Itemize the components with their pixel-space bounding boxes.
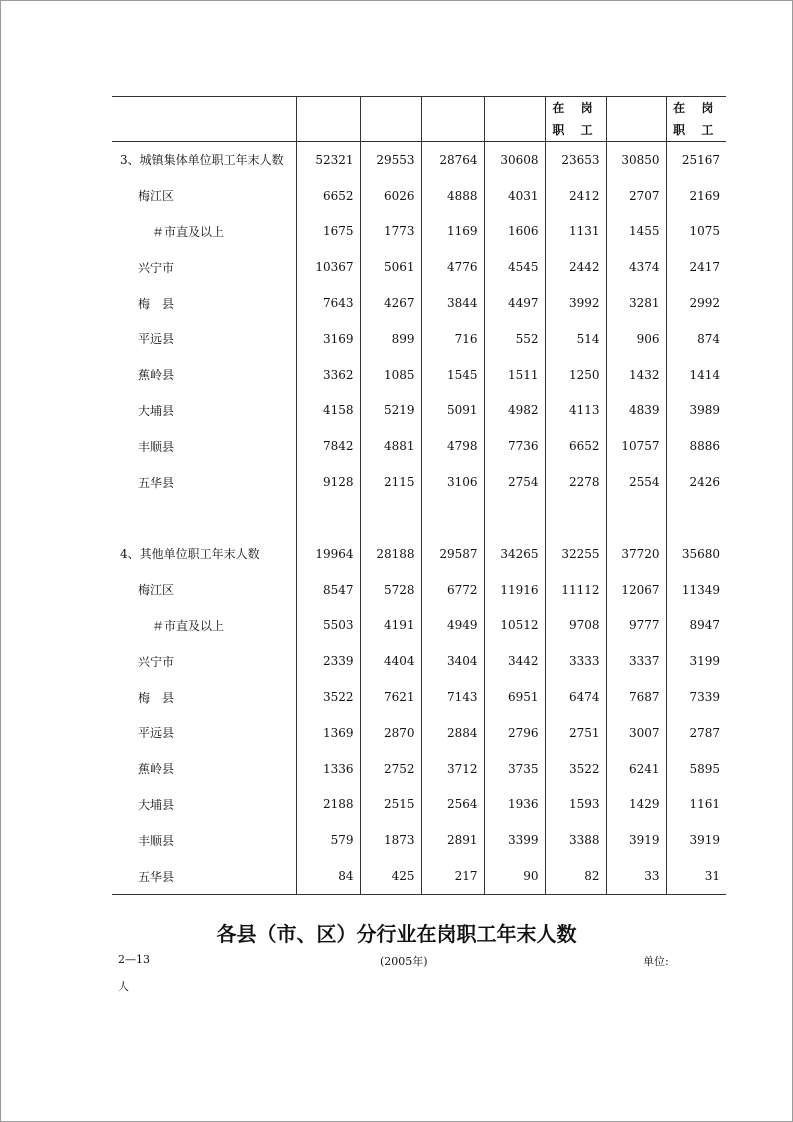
value-cell: 5728 [360,572,421,608]
row-label: 大埔县 [138,797,175,812]
value-cell: 1085 [360,357,421,393]
row-label: 大埔县 [138,403,175,418]
value-cell: 1075 [666,214,726,250]
spacer-cell [360,500,421,536]
table-row [112,249,726,285]
value-cell: 1455 [606,214,666,250]
value-cell: 3919 [606,822,666,858]
spacer-cell [545,500,606,536]
unit-value: 人 [118,980,129,993]
value-cell: 10512 [484,608,545,644]
value-cell: 4191 [360,608,421,644]
value-cell: 5091 [421,393,484,429]
value-cell: 1250 [545,357,606,393]
unit-label: 单位: [643,955,669,968]
section-title: 3、城镇集体单位职工年末人数 [120,153,284,168]
value-cell: 29553 [360,142,421,178]
row-label: ＃市直及以上 [152,224,225,239]
spacer-cell [484,500,545,536]
value-cell: 8547 [296,572,360,608]
row-label: ＃市直及以上 [152,618,225,633]
value-cell: 7736 [484,428,545,464]
value-cell: 1593 [545,787,606,823]
value-cell: 2412 [545,178,606,214]
row-label: 平远县 [138,332,175,347]
value-cell: 3388 [545,822,606,858]
table-row [112,822,726,858]
value-cell: 34265 [484,536,545,572]
value-cell: 2417 [666,249,726,285]
row-label: 平远县 [138,726,175,741]
value-cell: 6026 [360,178,421,214]
page-title: 各县（市、区）分行业在岗职工年末人数 [216,922,577,946]
header-cell [606,97,666,142]
value-cell: 30608 [484,142,545,178]
value-cell: 1414 [666,357,726,393]
header-cell [666,97,726,142]
table-number: 2—13 [118,953,150,966]
value-cell: 7643 [296,285,360,321]
table-row [112,572,726,608]
value-cell: 6241 [606,751,666,787]
value-cell: 2339 [296,643,360,679]
value-cell: 31 [666,858,726,894]
value-cell: 1131 [545,214,606,250]
value-cell: 3337 [606,643,666,679]
value-cell: 3281 [606,285,666,321]
value-cell: 4031 [484,178,545,214]
table-row [112,393,726,429]
value-cell: 2884 [421,715,484,751]
row-label: 丰顺县 [138,833,175,848]
value-cell: 2787 [666,715,726,751]
table-row [112,858,726,894]
value-cell: 6772 [421,572,484,608]
header-row [112,97,726,142]
value-cell: 2796 [484,715,545,751]
value-cell: 4267 [360,285,421,321]
value-cell: 1606 [484,214,545,250]
value-cell: 29587 [421,536,484,572]
value-cell: 1545 [421,357,484,393]
value-cell: 1511 [484,357,545,393]
table-row [112,178,726,214]
value-cell: 906 [606,321,666,357]
value-cell: 19964 [296,536,360,572]
value-cell: 11916 [484,572,545,608]
table-row [112,643,726,679]
header-cell [112,97,296,142]
value-cell: 2754 [484,464,545,500]
value-cell: 2564 [421,787,484,823]
value-cell: 5219 [360,393,421,429]
value-cell: 1675 [296,214,360,250]
value-cell: 3199 [666,643,726,679]
value-cell: 3333 [545,643,606,679]
header-label: 在 岗 [673,101,720,115]
value-cell: 425 [360,858,421,894]
value-cell: 35680 [666,536,726,572]
header-cell [360,97,421,142]
spacer-cell [296,500,360,536]
value-cell: 3362 [296,357,360,393]
value-cell: 33 [606,858,666,894]
value-cell: 579 [296,822,360,858]
value-cell: 2870 [360,715,421,751]
table-row [112,464,726,500]
value-cell: 11112 [545,572,606,608]
value-cell: 3399 [484,822,545,858]
value-cell: 2891 [421,822,484,858]
value-cell: 1936 [484,787,545,823]
value-cell: 1169 [421,214,484,250]
value-cell: 5503 [296,608,360,644]
table-row [112,715,726,751]
value-cell: 32255 [545,536,606,572]
value-cell: 5895 [666,751,726,787]
value-cell: 4545 [484,249,545,285]
table-row [112,214,726,250]
section-title: 4、其他单位职工年末人数 [120,547,260,562]
value-cell: 217 [421,858,484,894]
value-cell: 8947 [666,608,726,644]
header-cell [484,97,545,142]
value-cell: 4776 [421,249,484,285]
table-row [112,751,726,787]
value-cell: 3106 [421,464,484,500]
row-label: 梅江区 [138,189,175,204]
table-row [112,679,726,715]
value-cell: 3844 [421,285,484,321]
spacer-cell [666,500,726,536]
value-cell: 4949 [421,608,484,644]
value-cell: 1773 [360,214,421,250]
value-cell: 5061 [360,249,421,285]
value-cell: 28188 [360,536,421,572]
value-cell: 3007 [606,715,666,751]
value-cell: 514 [545,321,606,357]
value-cell: 9708 [545,608,606,644]
row-label: 梅江区 [138,583,175,598]
value-cell: 7687 [606,679,666,715]
value-cell: 2707 [606,178,666,214]
value-cell: 1429 [606,787,666,823]
year-label: (2005年) [380,955,428,968]
value-cell: 3169 [296,321,360,357]
table-row [112,787,726,823]
value-cell: 4374 [606,249,666,285]
value-cell: 6951 [484,679,545,715]
value-cell: 2278 [545,464,606,500]
value-cell: 12067 [606,572,666,608]
value-cell: 3735 [484,751,545,787]
value-cell: 9128 [296,464,360,500]
row-label: 兴宁市 [138,654,175,669]
value-cell: 4798 [421,428,484,464]
value-cell: 1432 [606,357,666,393]
value-cell: 1336 [296,751,360,787]
value-cell: 6474 [545,679,606,715]
value-cell: 4113 [545,393,606,429]
spacer-row [112,500,726,536]
value-cell: 2115 [360,464,421,500]
value-cell: 874 [666,321,726,357]
value-cell: 52321 [296,142,360,178]
table-row [112,321,726,357]
value-cell: 4982 [484,393,545,429]
value-cell: 7842 [296,428,360,464]
value-cell: 10367 [296,249,360,285]
value-cell: 2426 [666,464,726,500]
value-cell: 2752 [360,751,421,787]
header-cell [545,97,606,142]
value-cell: 4839 [606,393,666,429]
value-cell: 2554 [606,464,666,500]
row-label: 五华县 [138,475,175,490]
value-cell: 3522 [296,679,360,715]
row-label: 蕉岭县 [138,368,175,383]
value-cell: 9777 [606,608,666,644]
row-label: 五华县 [112,858,296,894]
value-cell: 4881 [360,428,421,464]
data-table [112,96,726,895]
value-cell: 25167 [666,142,726,178]
header-cell [296,97,360,142]
table-row [112,285,726,321]
value-cell: 3404 [421,643,484,679]
value-cell: 11349 [666,572,726,608]
header-label: 职 工 [552,123,599,137]
value-cell: 3712 [421,751,484,787]
value-cell: 6652 [545,428,606,464]
value-cell: 2442 [545,249,606,285]
value-cell: 1161 [666,787,726,823]
value-cell: 7621 [360,679,421,715]
header-label: 在 岗 [552,101,599,115]
value-cell: 2188 [296,787,360,823]
value-cell: 4888 [421,178,484,214]
section-total-row [112,536,726,572]
value-cell: 716 [421,321,484,357]
value-cell: 2992 [666,285,726,321]
row-label: 梅 县 [138,296,175,311]
value-cell: 37720 [606,536,666,572]
value-cell: 3989 [666,393,726,429]
row-label: 蕉岭县 [138,762,175,777]
header-cell [421,97,484,142]
value-cell: 8886 [666,428,726,464]
value-cell: 7339 [666,679,726,715]
value-cell: 552 [484,321,545,357]
value-cell: 10757 [606,428,666,464]
value-cell: 2515 [360,787,421,823]
value-cell: 4497 [484,285,545,321]
row-label: 兴宁市 [138,260,175,275]
value-cell: 28764 [421,142,484,178]
value-cell: 2751 [545,715,606,751]
value-cell: 4158 [296,393,360,429]
value-cell: 84 [296,858,360,894]
value-cell: 82 [545,858,606,894]
value-cell: 2169 [666,178,726,214]
value-cell: 3442 [484,643,545,679]
header-label: 职 工 [673,123,720,137]
section-total-row [112,142,726,178]
spacer-cell [606,500,666,536]
table-row [112,608,726,644]
value-cell: 899 [360,321,421,357]
row-label: 梅 县 [138,690,175,705]
value-cell: 3992 [545,285,606,321]
row-label: 丰顺县 [138,439,175,454]
value-cell: 90 [484,858,545,894]
value-cell: 4404 [360,643,421,679]
spacer-cell [112,500,296,536]
value-cell: 6652 [296,178,360,214]
table-row [112,428,726,464]
value-cell: 1873 [360,822,421,858]
spacer-cell [421,500,484,536]
value-cell: 1369 [296,715,360,751]
value-cell: 3919 [666,822,726,858]
value-cell: 7143 [421,679,484,715]
value-cell: 23653 [545,142,606,178]
value-cell: 30850 [606,142,666,178]
table-row [112,357,726,393]
value-cell: 3522 [545,751,606,787]
